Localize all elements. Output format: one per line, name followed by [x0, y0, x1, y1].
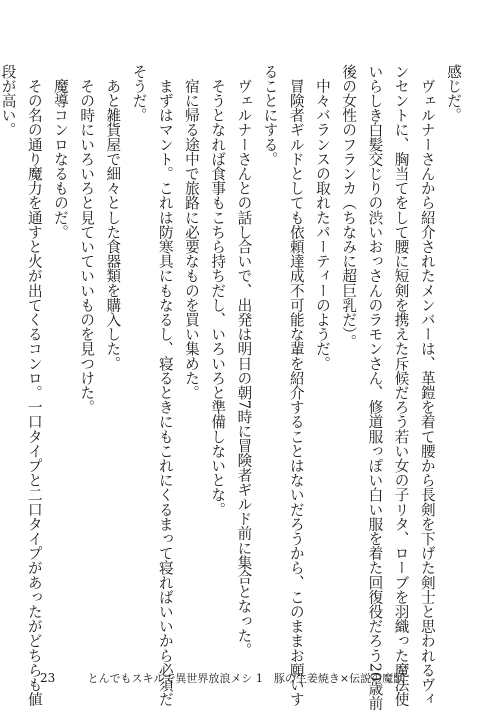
text-line: 段が高い。 [0, 64, 17, 137]
text-line: その時にいろいろと見ていていいものを見つけた。 [78, 64, 96, 415]
text-line: 後の女性のフランカ（ちなみに超巨乳だ）。 [340, 64, 358, 349]
text-line: 宿に帰る途中で旅路に必要なものを買い集めた。 [182, 64, 200, 400]
text-line: いらしき白髪交じりの渋いおっさんのラモンさん、修道服っぽい白い服を着た回復役だろう20歳前 [366, 64, 384, 711]
text-line: ヴェルナーさんとの話し合いで、出発は明日の朝7時に冒険者ギルド前に集合となった。 [235, 64, 253, 658]
text-line: そうとなれば食事もこちら持ちだし、いろいろと準備しないとな。 [209, 64, 227, 517]
text-line: 中々バランスの取れたパーティーのようだ。 [313, 64, 331, 371]
page-number: 23 [40, 671, 56, 685]
text-line: ンセントに、胸当てをして腰に短剣を携えた斥候だろう若い女の子リタ、ローブを羽織った魔法使 [392, 64, 410, 707]
text-line: ヴェルナーさんから紹介されたメンバーは、革鎧を着て腰から長剣を下げた剣士と思われるヴィ [418, 64, 436, 707]
text-line: ることにする。 [261, 64, 279, 167]
text-line: その名の通り魔力を通すと火が出てくるコンロ。一口タイプと二口タイプがあったがどちらも値 [25, 64, 43, 707]
text-line: あと雑貨屋で細々とした食器類を購入した。 [104, 64, 122, 371]
text-line: 感じだ。 [445, 64, 462, 123]
running-title: とんでもスキルで異世界放浪メシ 1 豚の生姜焼き×伝説の魔獣 [87, 672, 405, 685]
page-footer [40, 670, 404, 686]
text-line: 魔導コンロなるものだ。 [51, 64, 69, 240]
text-line: そうだ。 [130, 64, 148, 123]
text-line: 冒険者ギルドとしても依頼達成不可能な輩を紹介することはないだろうから、このままお願いす [287, 64, 305, 707]
text-line: まずはマント。これは防寒具にもなるし、寝るときにもこれにくるまって寝ればいいから必須だ [156, 64, 174, 707]
